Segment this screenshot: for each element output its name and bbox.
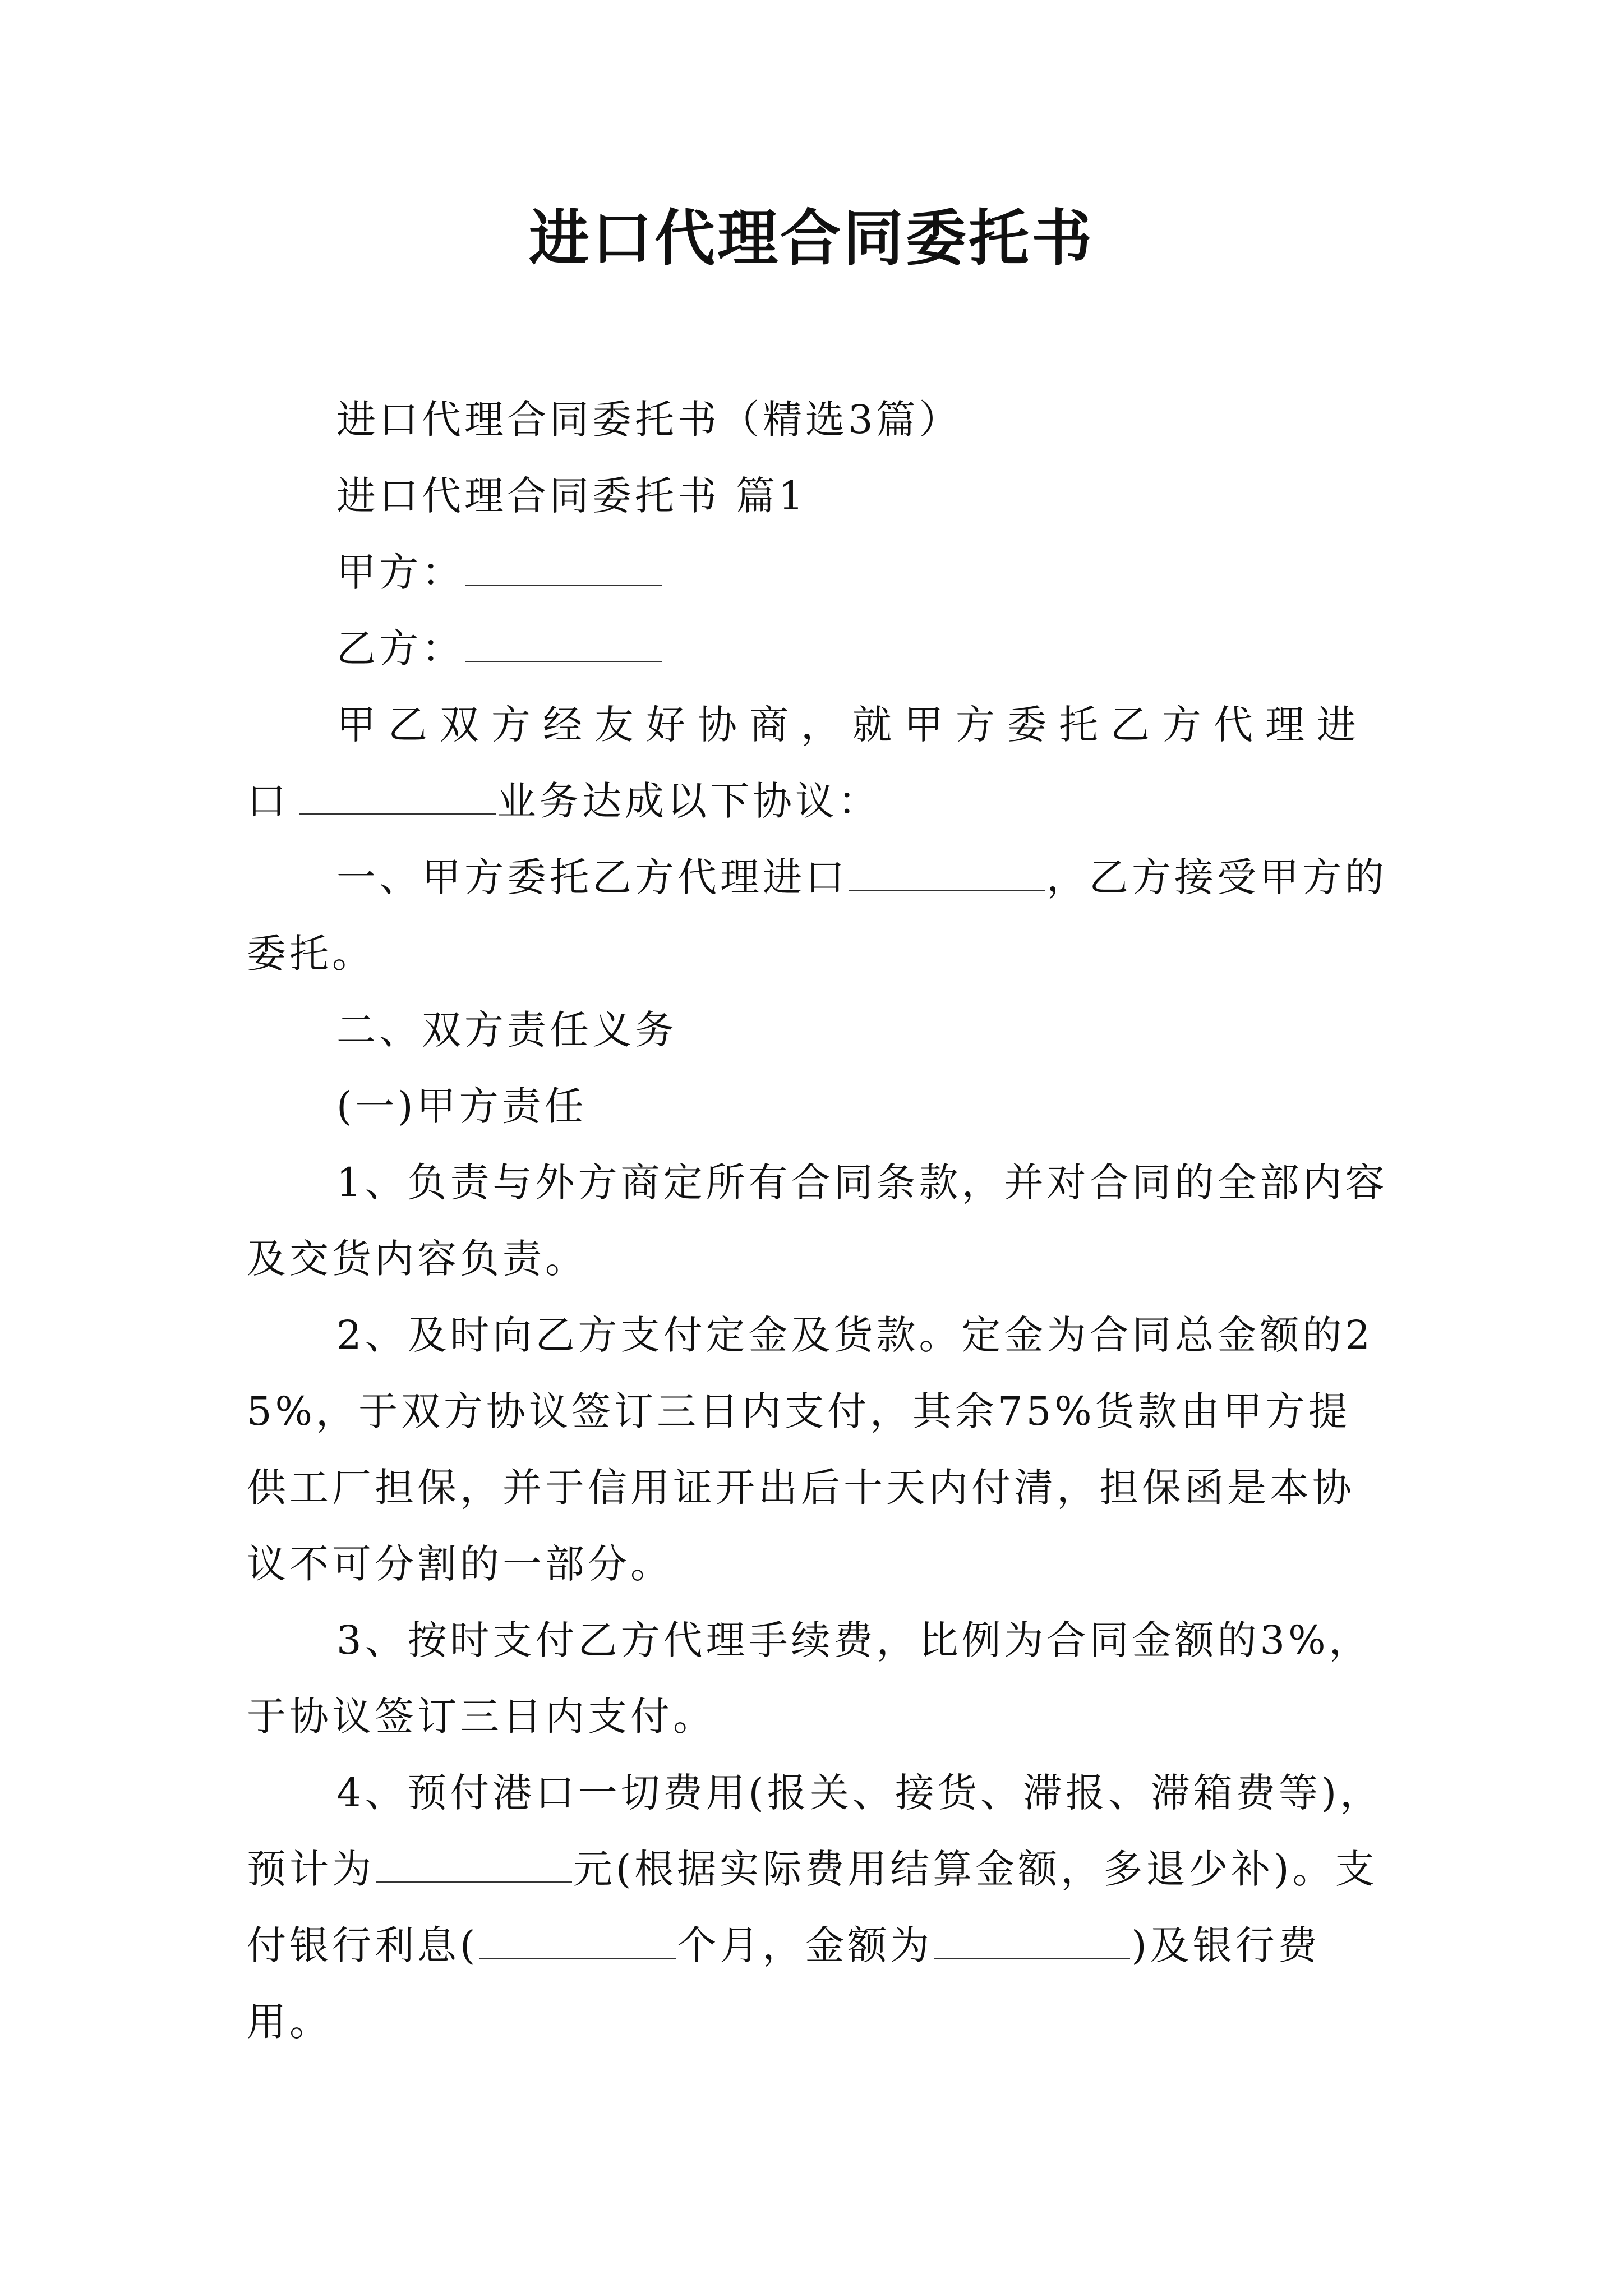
item-4-part3: 个月，金额为 <box>677 1922 933 1968</box>
item-2: 2、及时向乙方支付定金及货款。定金为合同总金额的25%，于双方协议签订三日内支付，其余75%货款由甲方提供工厂担保，并于信用证开出后十天内付清，担保函是本协议不可分割的一部分。 <box>247 1312 1374 1587</box>
item-4-part4: )及银行费用。 <box>247 1922 1321 2045</box>
party-a-line <box>247 534 1391 610</box>
clause-1-part1: 一、甲方委托乙方代理进口 <box>336 854 848 900</box>
item-4-part1: 4、预付港口一切费用(报关、接货、滞报、滞箱费等)，预计为 <box>247 1770 1383 1892</box>
party-a-blank <box>465 584 662 586</box>
item-4-part2: 元(根据实际费用结算金额，多退少补)。支付银行利息( <box>247 1846 1378 1968</box>
party-a-label: 甲方： <box>336 549 464 595</box>
item-4 <box>247 1755 1391 2060</box>
clause-1-blank <box>849 889 1045 891</box>
intro-blank <box>299 813 496 815</box>
item-4-blank-interest <box>934 1957 1130 1959</box>
item-1: 1、负责与外方商定所有合同条款，并对合同的全部内容及交货内容负责。 <box>247 1159 1388 1282</box>
item-3: 3、按时支付乙方代理手续费，比例为合同金额的3%，于协议签订三日内支付。 <box>247 1617 1372 1740</box>
subtitle: 进口代理合同委托书（精选3篇） <box>336 397 962 443</box>
document-title: 进口代理合同委托书 <box>528 203 1094 274</box>
section-heading: 进口代理合同委托书 篇1 <box>336 473 807 519</box>
intro-paragraph <box>247 687 1391 839</box>
item-4-blank-amount <box>376 1881 572 1883</box>
clause-2-sub-1: (一)甲方责任 <box>336 1083 587 1129</box>
document-body <box>247 381 1391 2060</box>
party-b-line <box>247 610 1391 687</box>
clause-2-heading: 二、双方责任义务 <box>336 1007 677 1053</box>
party-b-label: 乙方： <box>336 625 464 671</box>
intro-text-part1: 甲乙双方经友好协商，就甲方委托乙方代理进口 <box>247 702 1368 824</box>
item-4-blank-months <box>479 1957 676 1959</box>
clause-1-part2: ，乙方接受甲方的委托。 <box>247 854 1387 977</box>
clause-1 <box>247 839 1391 992</box>
party-b-blank <box>465 660 662 662</box>
intro-text-part2: 业务达成以下协议： <box>497 778 880 824</box>
